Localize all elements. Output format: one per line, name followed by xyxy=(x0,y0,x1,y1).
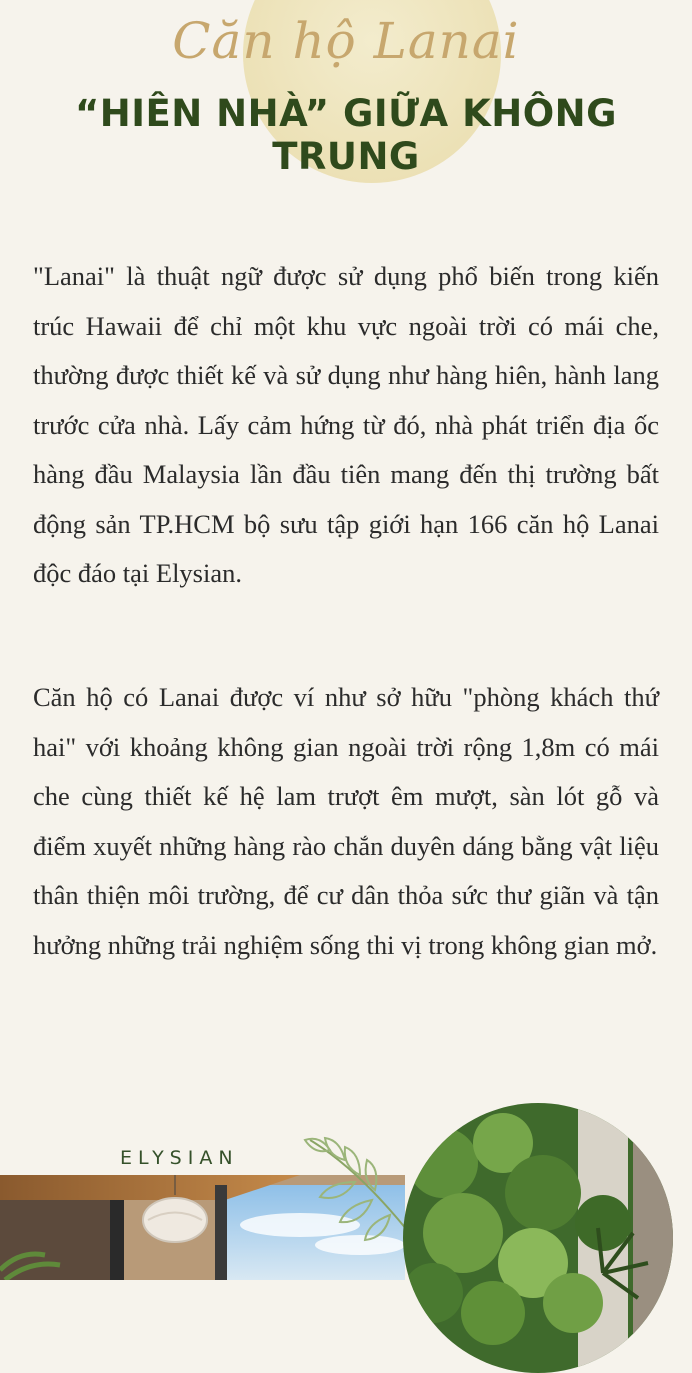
article-paragraph-1: "Lanai" là thuật ngữ được sử dụng phổ biến trong kiến trúc Hawaii để chỉ một khu vực ngoài trời có mái che, thường được thiết kế và sử dụng như hàng hiên, hành lang trước cửa nhà. Lấy cảm hứng từ đó, nhà phát triển địa ốc hàng đầu Malaysia lần đầu tiên mang đến thị trường bất động sản TP.HCM bộ sưu tập giới hạn 166 căn hộ Lanai độc đáo tại Elysian. xyxy=(33,261,659,588)
script-title: Căn hộ Lanai xyxy=(172,12,520,70)
green-wall-image xyxy=(403,1103,673,1373)
article-paragraph-2: Căn hộ có Lanai được ví như sở hữu "phòng khách thứ hai" với khoảng không gian ngoài trời rộng 1,8m có mái che cùng thiết kế hệ lam trượt êm mượt, sàn lót gỗ và điểm xuyết những hàng rào chắn duyên dáng bằng vật liệu thân thiện môi trường, để cư dân thỏa sức thư giãn và tận hưởng những trải nghiệm sống thi vị trong không gian mở. xyxy=(33,682,659,960)
brand-logo-text: ELYSIAN xyxy=(120,1147,239,1169)
page-title: “HIÊN NHÀ” GIỮA KHÔNG TRUNG xyxy=(74,92,618,178)
